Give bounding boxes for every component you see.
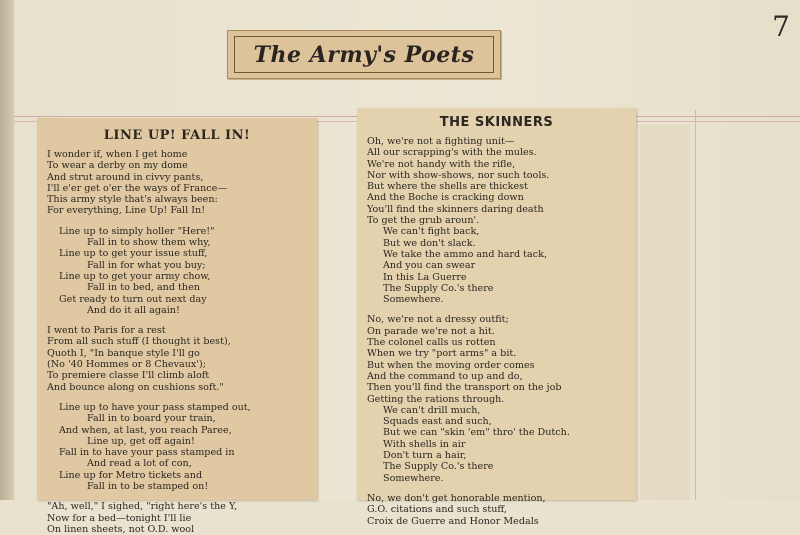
poem-line: Line up to get your army chow, xyxy=(59,270,211,282)
poem-line: Line up to simply holler "Here!" xyxy=(59,225,215,237)
poem-title: THE SKINNERS xyxy=(439,115,554,130)
poem-line: This army style that's always been: xyxy=(47,194,218,206)
poem-stanza xyxy=(43,402,311,492)
poem-line: Then you'll find the transport on the job xyxy=(367,382,562,394)
poem-line: You'll find the skinners daring death xyxy=(367,203,544,215)
poem-line: Line up, get off again! xyxy=(87,435,195,447)
faded-clipping-shadow xyxy=(640,125,690,500)
poem-line: To wear a derby on my dome xyxy=(47,160,188,172)
poem-title: LINE UP! FALL IN! xyxy=(103,128,251,143)
poem-body xyxy=(37,149,317,535)
page-title: The Army's Poets xyxy=(234,36,494,73)
poem-line: We can't drill much, xyxy=(383,404,481,416)
poem-line: And when, at last, you reach Paree, xyxy=(59,424,232,436)
poem-line: Fall in to board your train, xyxy=(87,413,216,425)
poem-line: Croix de Guerre and Honor Medals xyxy=(367,515,539,527)
poem-line: And bounce along on cushions soft." xyxy=(47,381,224,393)
poem-stanza xyxy=(363,314,630,483)
poem-line: But we don't slack. xyxy=(383,237,476,249)
poem-line: Squads east and such, xyxy=(383,416,492,428)
poem-line: Fall in to show them why, xyxy=(87,237,211,249)
page-binding xyxy=(0,0,14,500)
poem-clipping-skinners xyxy=(357,108,636,527)
poem-line: Fall in for what you buy; xyxy=(87,259,206,271)
poem-line: G.O. citations and such stuff, xyxy=(367,504,507,516)
poem-line: With shells in air xyxy=(383,438,466,450)
poem-line: Quoth I, "In banque style I'll go xyxy=(47,347,200,359)
poem-stanza xyxy=(43,325,311,393)
poem-line: And the Boche is cracking down xyxy=(367,192,524,204)
poem-stanza xyxy=(43,501,311,535)
poem-line: And you can swear xyxy=(383,260,476,272)
poem-line: Line up to have your pass stamped out, xyxy=(59,401,251,413)
poem-line: The colonel calls us rotten xyxy=(367,337,496,349)
poem-line: To get the grub aroun'. xyxy=(367,215,480,227)
poem-line: And the command to up and do, xyxy=(367,370,523,382)
poem-line: But where the shells are thickest xyxy=(367,181,528,193)
poem-line: The Supply Co.'s there xyxy=(383,282,494,294)
poem-line: Getting the rations through. xyxy=(367,393,505,405)
poem-line: All our scrapping's with the mules. xyxy=(367,147,537,159)
poem-stanza xyxy=(43,149,311,217)
poem-line: Somewhere. xyxy=(383,294,444,306)
poem-line: And do it all again! xyxy=(87,304,180,316)
poem-line: When we try "port arms" a bit. xyxy=(367,348,517,360)
poem-line: From all such stuff (I thought it best), xyxy=(47,336,231,348)
poem-line: But we can "skin 'em" thro' the Dutch. xyxy=(383,427,570,439)
poem-line: Now for a bed—tonight I'll lie xyxy=(47,512,192,524)
poem-line: Don't turn a hair, xyxy=(383,450,467,462)
poem-line: We're not handy with the rifle, xyxy=(367,158,516,170)
poem-line: Oh, we're not a fighting unit— xyxy=(367,136,515,147)
poem-line: No, we're not a dressy outfit; xyxy=(367,314,509,326)
poem-line: Fall in to bed, and then xyxy=(87,282,200,294)
poem-line: Nor with show-shows, nor such tools. xyxy=(367,169,550,181)
poem-line: Line up for Metro tickets and xyxy=(59,469,203,481)
poem-line: The Supply Co.'s there xyxy=(383,461,494,473)
poem-stanza xyxy=(43,226,311,316)
poem-line: Get ready to turn out next day xyxy=(59,293,207,305)
poem-line: On parade we're not a hit. xyxy=(367,325,495,337)
poem-line: I went to Paris for a rest xyxy=(47,325,166,337)
poem-line: I'll e'er get o'er the ways of France— xyxy=(47,182,227,194)
title-clipping xyxy=(227,30,501,79)
poem-line: But when the moving order comes xyxy=(367,359,535,371)
poem-line: And strut around in civvy pants, xyxy=(47,171,204,183)
poem-line: We take the ammo and hard tack, xyxy=(383,248,547,260)
page-number: 7 xyxy=(772,10,790,43)
poem-stanza xyxy=(363,136,630,305)
poem-line: Line up to get your issue stuff, xyxy=(59,248,208,260)
poem-line: In this La Guerre xyxy=(383,271,467,283)
poem-line: And read a lot of con, xyxy=(87,458,192,470)
poem-stanza xyxy=(363,493,630,527)
margin-line xyxy=(695,110,696,500)
poem-line: For everything, Line Up! Fall In! xyxy=(47,205,206,217)
poem-line: On linen sheets, not O.D. wool xyxy=(47,523,195,535)
poem-line: We can't fight back, xyxy=(383,226,480,238)
poem-line: Fall in to have your pass stamped in xyxy=(59,447,235,459)
poem-line: No, we don't get honorable mention, xyxy=(367,492,546,504)
poem-line: "Ah, well," I sighed, "right here's the Y, xyxy=(47,501,238,513)
poem-body xyxy=(357,136,636,527)
poem-line: I wonder if, when I get home xyxy=(47,149,188,160)
poem-line: (No '40 Hommes or 8 Chevaux'); xyxy=(47,359,206,371)
poem-line: Fall in to be stamped on! xyxy=(87,481,209,493)
poem-clipping-line-up xyxy=(37,118,317,535)
poem-line: To premiere classe I'll climb aloft xyxy=(47,370,210,382)
poem-line: Somewhere. xyxy=(383,472,444,484)
